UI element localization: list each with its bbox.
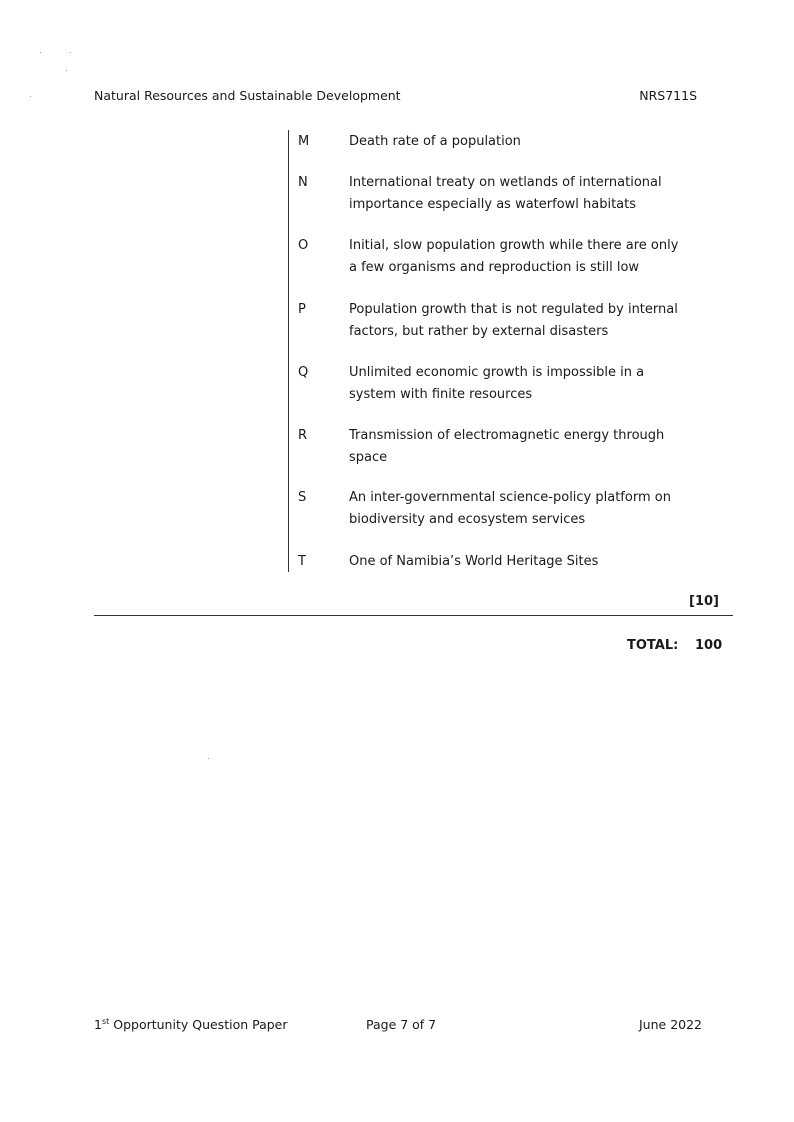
column-divider-line: [288, 130, 289, 572]
item-description: Unlimited economic growth is impossible in a system with finite resources: [349, 365, 645, 402]
item-description: One of Namibia’s World Heritage Sites: [349, 554, 599, 569]
scan-speck: [30, 96, 31, 97]
item-letter: Q: [298, 365, 309, 380]
item-letter: R: [298, 428, 308, 443]
question-marks: [10]: [689, 594, 719, 609]
item-description: An inter-governmental science-policy platform on biodiversity and ecosystem services: [349, 490, 671, 527]
scan-speck: [70, 52, 71, 53]
scan-speck: [208, 758, 209, 759]
footer-paper-name: [94, 1017, 288, 1032]
course-code: NRS711S: [639, 88, 697, 103]
item-description: Transmission of electromagnetic energy through space: [349, 428, 665, 465]
item-letter: P: [298, 302, 306, 317]
total-label: TOTAL:: [627, 638, 679, 653]
course-title: Natural Resources and Sustainable Development: [94, 88, 401, 103]
footer-paper-rest: Opportunity Question Paper: [109, 1017, 288, 1033]
total-value: 100: [695, 638, 723, 653]
item-description: International treaty on wetlands of international importance especially as waterfowl habitats: [349, 175, 662, 212]
horizontal-rule: [94, 615, 733, 616]
footer-date: June 2022: [639, 1017, 703, 1032]
item-letter: T: [298, 554, 306, 569]
item-description: Initial, slow population growth while there are only a few organisms and reproduction is still low: [349, 238, 679, 275]
footer-paper-suffix: st: [101, 1017, 110, 1026]
item-letter: O: [298, 238, 309, 253]
item-letter: N: [298, 175, 308, 190]
matching-column-list: [288, 128, 708, 573]
item-description: Death rate of a population: [349, 134, 521, 149]
item-letter: M: [298, 134, 310, 149]
scan-speck: [40, 52, 41, 53]
item-letter: S: [298, 490, 307, 505]
scan-speck: [66, 70, 67, 71]
footer-paper-number: 1: [94, 1017, 102, 1033]
item-description: Population growth that is not regulated by internal factors, but rather by external disasters: [349, 302, 678, 339]
footer-page-number: Page 7 of 7: [366, 1017, 437, 1032]
